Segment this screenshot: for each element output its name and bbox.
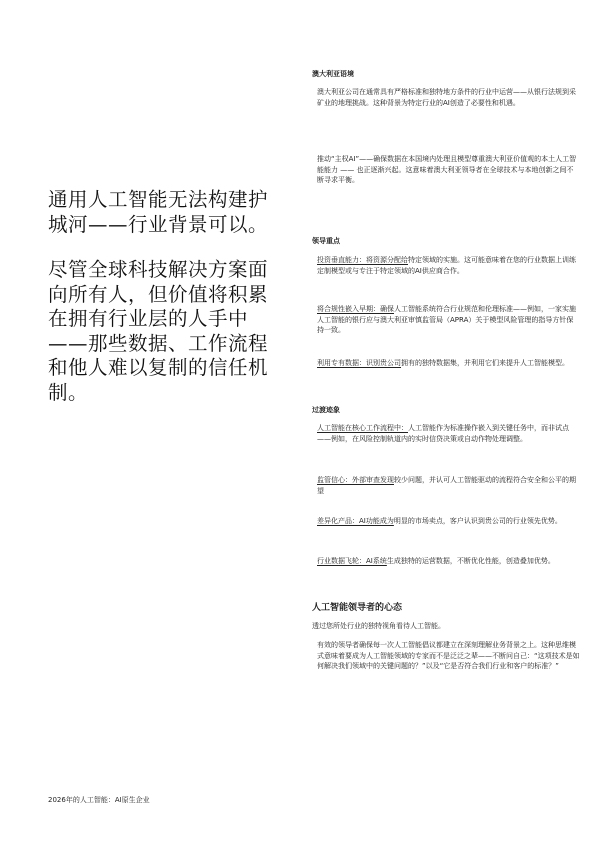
transition-item-lead: 人工智能在核心工作流程中：	[317, 424, 408, 432]
page-footer: 2026年的人工智能：AI原生企业	[48, 796, 150, 804]
leadership-item	[317, 255, 580, 276]
transition-item	[317, 556, 580, 567]
intro-paragraph-1: 通用人工智能无法构建护城河——行业背景可以。	[48, 188, 269, 236]
leadership-item-text: 人工智能系统符合行业规范和伦理标准——例如，一家实施人工智能的银行应与澳大利亚审慎监管局（APRA）关于模型风险管理的指导方针保持一致。	[317, 305, 576, 334]
transition-item-lead: 监管信心：外部审查发现	[317, 476, 394, 484]
transition-item	[317, 475, 580, 496]
intro-paragraph-2: 尽管全球科技解决方案面向所有人，但价值将积累在拥有行业层的人手中——那些数据、工作流程和他人难以复制的信任机制。	[48, 258, 269, 404]
leadership-item	[317, 304, 580, 336]
mindset-paragraph-2: 有效的领导者确保每一次人工智能倡议都建立在深刻理解业务背景之上。这种思维模式意味着要成为人工智能领域的专家而不是泛泛之辈——不断问自己：“这项技术是如何解决我们领域中的关键问题的？”以及“它是否符合我们行业和客户的标准？”	[317, 641, 580, 670]
transition-item-lead: 差异化产品：AI功能成为	[317, 517, 394, 525]
australia-paragraph-2: 推动“主权AI”——确保数据在本国境内处理且模型尊重澳大利亚价值观的本土人工智能能力 —— 也正逐渐兴起。这意味着澳大利亚领导者在全球技术与本地创新之间不断寻求平衡。	[317, 155, 577, 184]
transition-item-text: 较少问题，并认可人工智能驱动的流程符合安全和公平的期望	[317, 476, 576, 495]
leadership-item-text: 拥有的独特数据集，并利用它们来提升人工智能模型。	[401, 359, 569, 367]
leadership-item-lead: 将合规性嵌入早期：确保	[317, 305, 394, 313]
transition-item-lead: 行业数据飞轮：AI系统	[317, 557, 387, 565]
leadership-item	[317, 358, 580, 369]
transition-item	[317, 423, 580, 444]
leadership-section-title: 领导重点	[312, 237, 340, 245]
australia-paragraph-1: 澳大利亚公司在通常具有严格标准和独特地方条件的行业中运营——从银行法规到采矿业的地理挑战。这种背景为特定行业的AI创造了必要性和机遇。	[317, 88, 576, 107]
transition-item-text: 人工智能作为标准操作嵌入到关键任务中，而非试点——例如，在风险控制轨道内的实时信贷决策或自动作物处理调整。	[317, 424, 569, 443]
australia-section-title: 澳大利亚语境	[312, 70, 354, 78]
mindset-paragraph-1: 透过您所处行业的独特视角看待人工智能。	[312, 622, 445, 630]
leadership-item-lead: 投资垂直能力：将资源分配给	[317, 256, 408, 264]
transition-item-text: 明显的市场卖点，客户认识到贵公司的行业领先优势。	[393, 517, 562, 525]
transition-item	[317, 516, 580, 527]
transition-item-text: 生成独特的运营数据，不断优化性能，创造叠加优势。	[386, 557, 555, 565]
intro-statement	[48, 188, 280, 405]
transition-section-title: 过渡迹象	[312, 406, 340, 414]
leadership-item-lead: 利用专有数据：识别贵公司	[317, 359, 401, 367]
mindset-section-title: 人工智能领导者的心态	[312, 603, 403, 613]
leadership-item-text: 特定领域的实施。这可能意味着在您的行业数据上训练定制模型或与专注于特定领域的AI供应商合作。	[317, 256, 576, 275]
